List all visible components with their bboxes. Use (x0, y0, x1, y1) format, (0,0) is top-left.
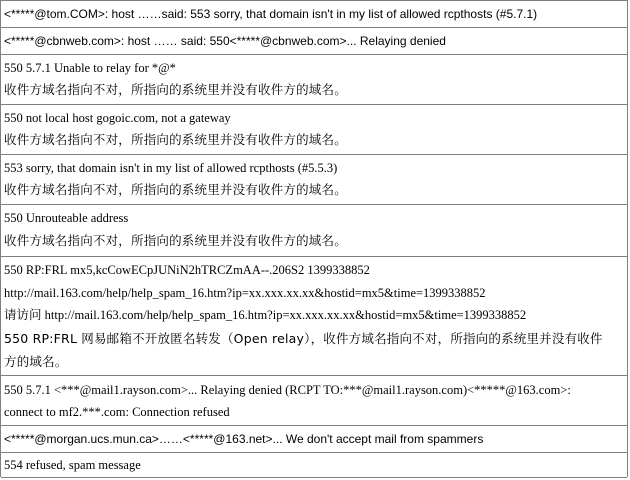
row-text-chinese: 550 RP:FRL 网易邮箱不开放匿名转发（Open relay），收件方域名指向不对，所指向的系统里并没有收件 (4, 331, 603, 346)
table-row (1, 426, 627, 453)
row-text: <*****@cbnweb.com>: host …… said: 550<*****@cbnweb.com>... Relaying denied (4, 34, 446, 48)
table-row (1, 453, 627, 478)
table-row (1, 205, 627, 257)
table-row (1, 257, 627, 376)
row-text-chinese: 方的域名。 (4, 354, 68, 369)
table-row (1, 55, 627, 105)
table-row (1, 155, 627, 205)
row-text: 550 5.7.1 <***@mail1.rayson.com>... Relaying denied (RCPT TO:***@mail1.rayson.com)<*****@163.com>: (4, 383, 571, 397)
row-text-chinese: 收件方域名指向不对，所指向的系统里并没有收件方的域名。 (4, 82, 347, 97)
row-text-chinese: 收件方域名指向不对，所指向的系统里并没有收件方的域名。 (4, 233, 347, 248)
row-text: <*****@morgan.ucs.mun.ca>……<*****@163.net>... We don't accept mail from spammers (4, 432, 484, 446)
row-text: 请访问 http://mail.163.com/help/help_spam_16.htm?ip=xx.xxx.xx.xx&hostid=mx5&time=1399338852 (4, 308, 527, 322)
row-text: 550 not local host gogoic.com, not a gateway (4, 111, 231, 125)
row-text: connect to mf2.***.com: Connection refused (4, 405, 230, 419)
row-text: 553 sorry, that domain isn't in my list of allowed rcpthosts (#5.5.3) (4, 161, 338, 175)
row-text: 550 5.7.1 Unable to relay for *@* (4, 61, 176, 75)
row-text-chinese: 收件方域名指向不对，所指向的系统里并没有收件方的域名。 (4, 182, 347, 197)
table-row (1, 105, 627, 155)
row-text: 554 refused, spam message (4, 458, 141, 472)
row-text: 550 Unrouteable address (4, 211, 129, 225)
row-text: http://mail.163.com/help/help_spam_16.htm?ip=xx.xxx.xx.xx&hostid=mx5&time=1399338852 (4, 286, 486, 300)
row-text-chinese: 收件方域名指向不对，所指向的系统里并没有收件方的域名。 (4, 132, 347, 147)
table-row (1, 28, 627, 55)
table-row (1, 1, 627, 28)
table-row (1, 376, 627, 426)
row-text: 550 RP:FRL mx5,kcCowECpJUNiN2hTRCZmAA--.206S2 1399338852 (4, 263, 370, 277)
row-text: <*****@tom.COM>: host ……said: 553 sorry, that domain isn't in my list of allowed rcpthosts (#5.7.1) (4, 7, 538, 21)
